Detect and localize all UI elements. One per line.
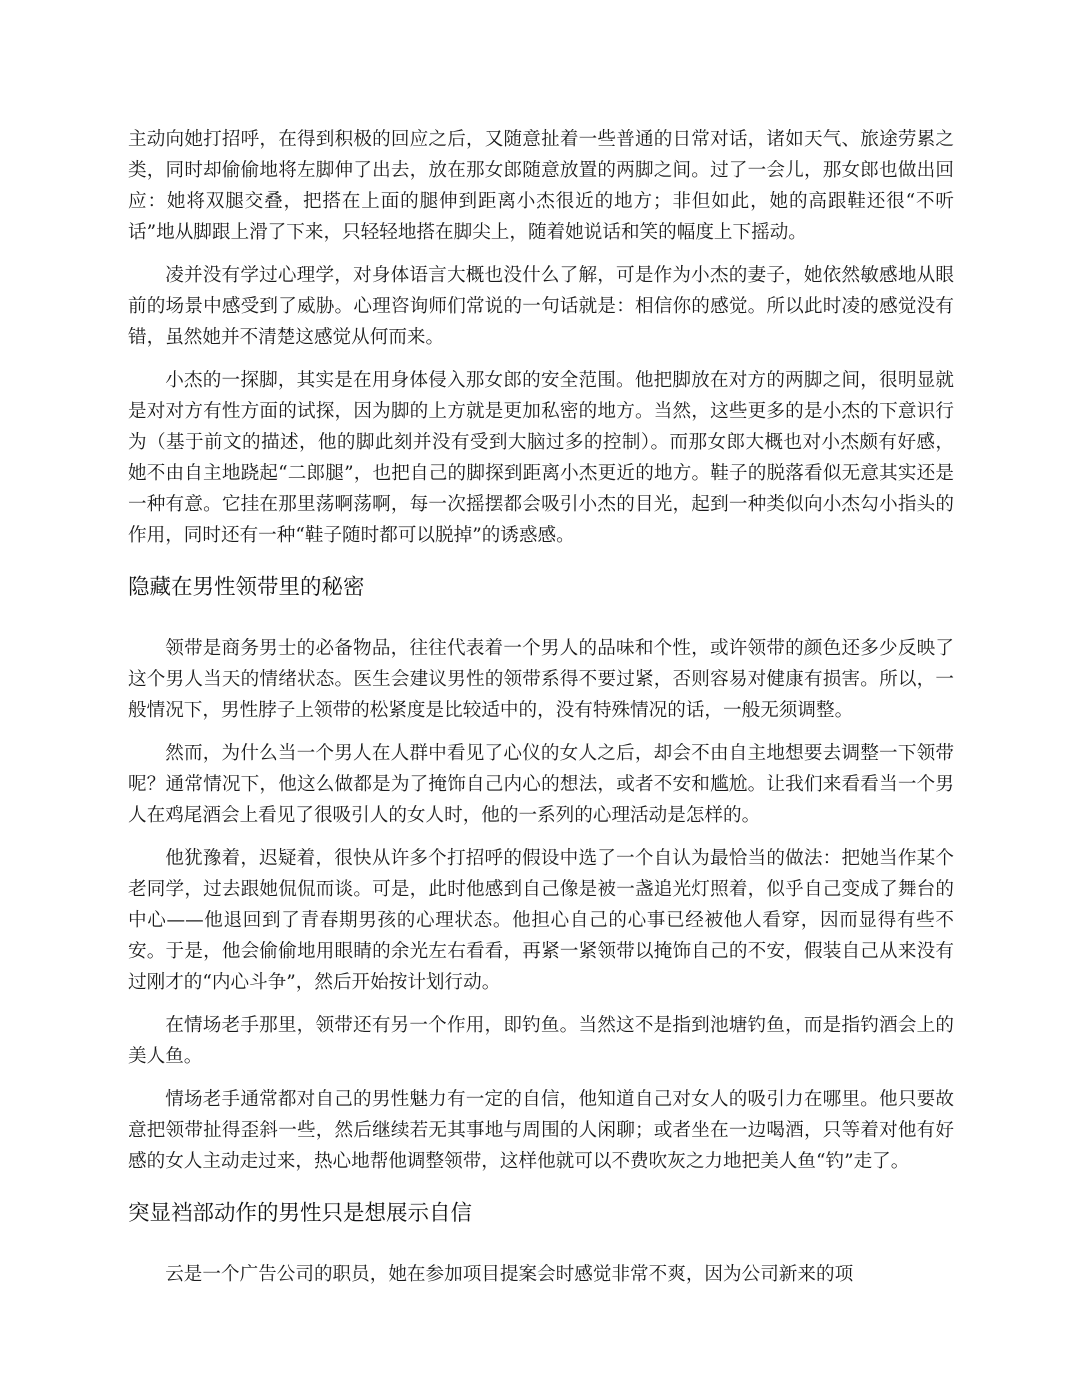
body-paragraph: 主动向她打招呼，在得到积极的回应之后，又随意扯着一些普通的日常对话，诸如天气、旅途劳累之类，同时却偷偷地将左脚伸了出去，放在那女郎随意放置的两脚之间。过了一会儿，那女郎也做出回应：她将双腿交叠，把搭在上面的腿伸到距离小杰很近的地方；非但如此，她的高跟鞋还很“不听话”地从脚跟上滑了下来，只轻轻地搭在脚尖上，随着她说话和笑的幅度上下摇动。 (128, 129, 954, 243)
body-paragraph: 情场老手通常都对自己的男性魅力有一定的自信，他知道自己对女人的吸引力在哪里。他只要故意把领带扯得歪斜一些，然后继续若无其事地与周围的人闲聊；或者坐在一边喝酒，只等着对他有好感的女人主动走过来，热心地帮他调整领带，这样他就可以不费吹灰之力地把美人鱼“钓”走了。 (128, 1089, 954, 1172)
section-heading: 隐藏在男性领带里的秘密 (128, 575, 365, 600)
body-paragraph: 云是一个广告公司的职员，她在参加项目提案会时感觉非常不爽，因为公司新来的项 (165, 1264, 854, 1285)
body-paragraph: 他犹豫着，迟疑着，很快从许多个打招呼的假设中选了一个自认为最恰当的做法：把她当作某个老同学，过去跟她侃侃而谈。可是，此时他感到自己像是被一盏追光灯照着，似乎自己变成了舞台的中心——他退回到了青春期男孩的心理状态。他担心自己的心事已经被他人看穿，因而显得有些不安。于是，他会偷偷地用眼睛的余光左右看看，再紧一紧领带以掩饰自己的不安，假装自己从来没有过刚才的“内心斗争”，然后开始按计划行动。 (128, 848, 954, 993)
body-paragraph: 领带是商务男士的必备物品，往往代表着一个男人的品味和个性，或许领带的颜色还多少反映了这个男人当天的情绪状态。医生会建议男性的领带系得不要过紧，否则容易对健康有损害。所以，一般情况下，男性脖子上领带的松紧度是比较适中的，没有特殊情况的话，一般无须调整。 (128, 638, 954, 721)
body-paragraph: 凌并没有学过心理学，对身体语言大概也没什么了解，可是作为小杰的妻子，她依然敏感地从眼前的场景中感受到了威胁。心理咨询师们常说的一句话就是：相信你的感觉。所以此时凌的感觉没有错，虽然她并不清楚这感觉从何而来。 (128, 265, 954, 348)
body-paragraph: 在情场老手那里，领带还有另一个作用，即钓鱼。当然这不是指到池塘钓鱼，而是指钓酒会上的美人鱼。 (128, 1015, 954, 1067)
section-heading: 突显裆部动作的男性只是想展示自信 (128, 1201, 473, 1226)
body-paragraph: 然而，为什么当一个男人在人群中看见了心仪的女人之后，却会不由自主地想要去调整一下领带呢？通常情况下，他这么做都是为了掩饰自己内心的想法，或者不安和尴尬。让我们来看看当一个男人在鸡尾酒会上看见了很吸引人的女人时，他的一系列的心理活动是怎样的。 (128, 743, 954, 826)
document-page (128, 124, 954, 1302)
body-paragraph: 小杰的一探脚，其实是在用身体侵入那女郎的安全范围。他把脚放在对方的两脚之间，很明显就是对对方有性方面的试探，因为脚的上方就是更加私密的地方。当然，这些更多的是小杰的下意识行为（基于前文的描述，他的脚此刻并没有受到大脑过多的控制）。而那女郎大概也对小杰颇有好感，她不由自主地跷起“二郎腿”，也把自己的脚探到距离小杰更近的地方。鞋子的脱落看似无意其实还是一种有意。它挂在那里荡啊荡啊，每一次摇摆都会吸引小杰的目光，起到一种类似向小杰勾小指头的作用，同时还有一种“鞋子随时都可以脱掉”的诱惑感。 (128, 370, 954, 546)
